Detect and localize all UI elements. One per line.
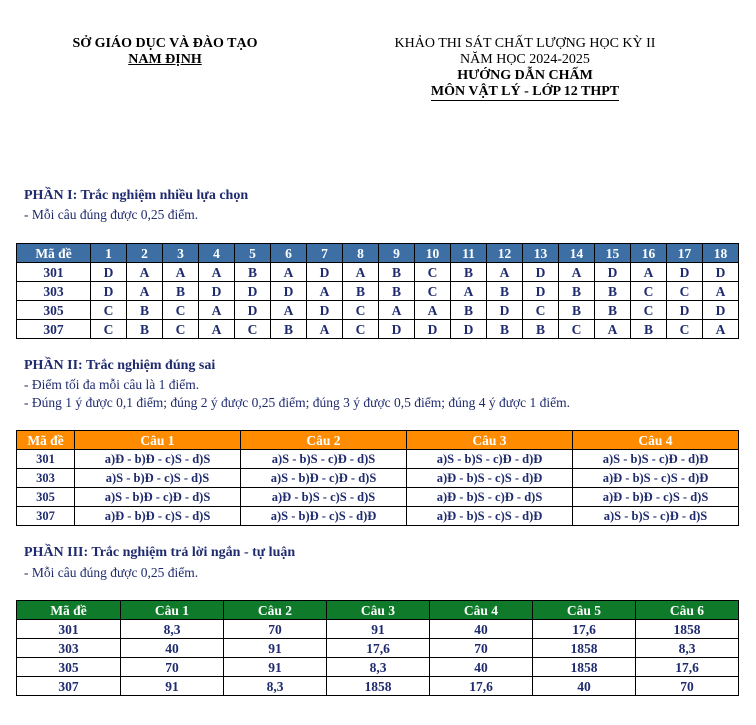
- part1-note: - Mỗi câu đúng được 0,25 điểm.: [24, 207, 199, 222]
- header-cell: Câu 1: [75, 431, 241, 450]
- answer-cell: B: [271, 320, 307, 339]
- header-cell-exam-code: Mã đề: [17, 431, 75, 450]
- answer-cell: D: [91, 263, 127, 282]
- header-cell: Câu 5: [533, 601, 636, 620]
- answer-cell: A: [487, 263, 523, 282]
- header-cell: 2: [127, 244, 163, 263]
- part3-body: [17, 620, 739, 696]
- answer-cell: 40: [430, 620, 533, 639]
- answer-cell: D: [199, 282, 235, 301]
- answer-cell: 70: [121, 658, 224, 677]
- answer-cell: A: [271, 301, 307, 320]
- answer-cell: 8,3: [636, 639, 739, 658]
- part2-header-row: [17, 431, 739, 450]
- exam-code-cell: 301: [17, 450, 75, 469]
- table-row: [17, 488, 739, 507]
- answer-cell: A: [307, 282, 343, 301]
- answer-cell: C: [415, 263, 451, 282]
- province-name: NAM ĐỊNH: [128, 52, 202, 67]
- header-cell: 17: [667, 244, 703, 263]
- answer-cell: a)Đ - b)S - c)Đ - d)S: [407, 488, 573, 507]
- table-row: [17, 507, 739, 526]
- answer-cell: 17,6: [327, 639, 430, 658]
- answer-cell: B: [523, 320, 559, 339]
- answer-cell: A: [451, 282, 487, 301]
- table-row: [17, 282, 739, 301]
- answer-cell: B: [631, 320, 667, 339]
- header-cell: Câu 4: [573, 431, 739, 450]
- header-cell: 4: [199, 244, 235, 263]
- answer-cell: a)S - b)S - c)Đ - d)Đ: [573, 450, 739, 469]
- table-row: [17, 320, 739, 339]
- answer-cell: 70: [636, 677, 739, 696]
- answer-cell: D: [451, 320, 487, 339]
- answer-cell: C: [91, 301, 127, 320]
- answer-cell: a)Đ - b)Đ - c)S - d)S: [75, 507, 241, 526]
- answer-cell: C: [415, 282, 451, 301]
- part3-header-row: [17, 601, 739, 620]
- answer-cell: A: [703, 282, 739, 301]
- answer-cell: D: [235, 282, 271, 301]
- answer-cell: B: [595, 301, 631, 320]
- answer-cell: A: [199, 320, 235, 339]
- answer-cell: C: [559, 320, 595, 339]
- answer-cell: D: [703, 263, 739, 282]
- table-row: [17, 639, 739, 658]
- answer-cell: a)S - b)Đ - c)Đ - d)S: [75, 488, 241, 507]
- exam-code-cell: 303: [17, 282, 91, 301]
- answer-cell: 91: [121, 677, 224, 696]
- table-row: [17, 658, 739, 677]
- answer-cell: A: [379, 301, 415, 320]
- header-cell: 9: [379, 244, 415, 263]
- header-cell-exam-code: Mã đề: [17, 244, 91, 263]
- part2-body: [17, 450, 739, 526]
- part3-table: [16, 600, 739, 696]
- answer-cell: A: [703, 320, 739, 339]
- exam-code-cell: 305: [17, 488, 75, 507]
- answer-cell: D: [703, 301, 739, 320]
- exam-code-cell: 307: [17, 320, 91, 339]
- answer-cell: A: [163, 263, 199, 282]
- answer-cell: a)Đ - b)S - c)S - d)Đ: [407, 507, 573, 526]
- header-cell: 5: [235, 244, 271, 263]
- answer-cell: D: [667, 263, 703, 282]
- answer-cell: 70: [224, 620, 327, 639]
- answer-cell: A: [631, 263, 667, 282]
- header-cell: Câu 4: [430, 601, 533, 620]
- answer-cell: D: [307, 301, 343, 320]
- answer-cell: a)S - b)S - c)Đ - d)S: [241, 450, 407, 469]
- table-row: [17, 263, 739, 282]
- header-cell: 1: [91, 244, 127, 263]
- answer-cell: B: [163, 282, 199, 301]
- answer-cell: C: [235, 320, 271, 339]
- answer-cell: a)Đ - b)S - c)S - d)Đ: [573, 469, 739, 488]
- answer-cell: B: [451, 263, 487, 282]
- answer-cell: B: [127, 320, 163, 339]
- school-year: NĂM HỌC 2024-2025: [460, 52, 590, 67]
- exam-code-cell: 303: [17, 639, 121, 658]
- part3-title: PHẦN III: Trắc nghiệm trả lời ngắn - tự luận: [24, 545, 296, 560]
- part2-note-1: - Điểm tối đa mỗi câu là 1 điểm.: [24, 377, 200, 392]
- department-name: SỞ GIÁO DỤC VÀ ĐÀO TẠO: [72, 36, 258, 51]
- header-cell: 11: [451, 244, 487, 263]
- answer-cell: B: [379, 263, 415, 282]
- answer-cell: C: [91, 320, 127, 339]
- table-row: [17, 677, 739, 696]
- answer-cell: 8,3: [327, 658, 430, 677]
- part1-table: [16, 243, 739, 339]
- answer-cell: C: [667, 320, 703, 339]
- part3-note: - Mỗi câu đúng được 0,25 điểm.: [24, 565, 199, 580]
- header-cell: Câu 1: [121, 601, 224, 620]
- header-cell: 10: [415, 244, 451, 263]
- answer-cell: C: [523, 301, 559, 320]
- answer-cell: A: [343, 263, 379, 282]
- answer-cell: D: [379, 320, 415, 339]
- part2-note-2: - Đúng 1 ý được 0,1 điểm; đúng 2 ý được 0,25 điểm; đúng 3 ý được 0,5 điểm; đúng 4 ý được 1 điểm.: [24, 395, 571, 410]
- table-row: [17, 620, 739, 639]
- part1-header-row: [17, 244, 739, 263]
- header-cell: 7: [307, 244, 343, 263]
- answer-cell: A: [199, 301, 235, 320]
- answer-cell: B: [127, 301, 163, 320]
- answer-cell: 40: [430, 658, 533, 677]
- answer-cell: A: [127, 282, 163, 301]
- answer-cell: a)S - b)Đ - c)S - d)Đ: [241, 507, 407, 526]
- answer-cell: A: [271, 263, 307, 282]
- table-row: [17, 301, 739, 320]
- header-cell: Câu 2: [241, 431, 407, 450]
- answer-cell: B: [595, 282, 631, 301]
- answer-cell: a)S - b)Đ - c)S - d)S: [75, 469, 241, 488]
- exam-code-cell: 301: [17, 263, 91, 282]
- table-row: [17, 469, 739, 488]
- answer-cell: B: [379, 282, 415, 301]
- part2-table: [16, 430, 739, 526]
- answer-cell: D: [271, 282, 307, 301]
- answer-cell: B: [451, 301, 487, 320]
- answer-cell: 17,6: [636, 658, 739, 677]
- header-cell: 8: [343, 244, 379, 263]
- answer-cell: 40: [533, 677, 636, 696]
- table-row: [17, 450, 739, 469]
- header-left: [40, 36, 290, 68]
- answer-cell: D: [307, 263, 343, 282]
- answer-cell: C: [343, 301, 379, 320]
- answer-cell: B: [343, 282, 379, 301]
- answer-cell: B: [235, 263, 271, 282]
- answer-cell: B: [487, 320, 523, 339]
- answer-cell: 1858: [533, 658, 636, 677]
- answer-cell: a)Đ - b)S - c)S - d)S: [241, 488, 407, 507]
- answer-cell: A: [595, 320, 631, 339]
- answer-cell: 40: [121, 639, 224, 658]
- header-cell-exam-code: Mã đề: [17, 601, 121, 620]
- answer-cell: a)S - b)S - c)Đ - d)Đ: [407, 450, 573, 469]
- header-right: [335, 36, 715, 101]
- answer-cell: 91: [224, 658, 327, 677]
- answer-cell: D: [235, 301, 271, 320]
- answer-cell: D: [667, 301, 703, 320]
- guide-title: HƯỚNG DẪN CHẤM: [457, 68, 593, 83]
- answer-cell: C: [631, 282, 667, 301]
- answer-cell: 1858: [327, 677, 430, 696]
- header-cell: Câu 2: [224, 601, 327, 620]
- answer-cell: a)S - b)Đ - c)Đ - d)S: [241, 469, 407, 488]
- exam-code-cell: 305: [17, 658, 121, 677]
- answer-cell: a)Đ - b)S - c)S - d)Đ: [407, 469, 573, 488]
- answer-cell: B: [487, 282, 523, 301]
- answer-cell: C: [163, 320, 199, 339]
- exam-code-cell: 307: [17, 677, 121, 696]
- header-cell: Câu 6: [636, 601, 739, 620]
- answer-cell: a)S - b)S - c)Đ - d)S: [573, 507, 739, 526]
- header-cell: 14: [559, 244, 595, 263]
- answer-cell: D: [523, 263, 559, 282]
- exam-name: KHẢO THI SÁT CHẤT LƯỢNG HỌC KỲ II: [394, 36, 656, 51]
- answer-cell: 8,3: [121, 620, 224, 639]
- answer-cell: A: [307, 320, 343, 339]
- part1-body: [17, 263, 739, 339]
- header-cell: 18: [703, 244, 739, 263]
- answer-cell: D: [487, 301, 523, 320]
- answer-cell: D: [523, 282, 559, 301]
- answer-cell: 1858: [533, 639, 636, 658]
- subject-title: MÔN VẬT LÝ - LỚP 12 THPT: [430, 84, 620, 99]
- answer-cell: 8,3: [224, 677, 327, 696]
- answer-cell: 70: [430, 639, 533, 658]
- answer-cell: 91: [327, 620, 430, 639]
- answer-cell: C: [163, 301, 199, 320]
- answer-cell: 91: [224, 639, 327, 658]
- exam-code-cell: 301: [17, 620, 121, 639]
- answer-cell: B: [559, 301, 595, 320]
- exam-code-cell: 307: [17, 507, 75, 526]
- exam-code-cell: 303: [17, 469, 75, 488]
- answer-cell: D: [595, 263, 631, 282]
- header-cell: 16: [631, 244, 667, 263]
- answer-cell: A: [127, 263, 163, 282]
- answer-cell: D: [415, 320, 451, 339]
- part1-title: PHẦN I: Trắc nghiệm nhiều lựa chọn: [24, 188, 249, 203]
- answer-cell: 17,6: [430, 677, 533, 696]
- header-cell: 3: [163, 244, 199, 263]
- answer-cell: C: [667, 282, 703, 301]
- header-cell: 13: [523, 244, 559, 263]
- answer-cell: A: [199, 263, 235, 282]
- answer-cell: a)Đ - b)Đ - c)S - d)S: [75, 450, 241, 469]
- exam-code-cell: 305: [17, 301, 91, 320]
- answer-cell: 1858: [636, 620, 739, 639]
- header-cell: 6: [271, 244, 307, 263]
- header-cell: 12: [487, 244, 523, 263]
- answer-cell: C: [343, 320, 379, 339]
- answer-cell: 17,6: [533, 620, 636, 639]
- answer-cell: a)Đ - b)Đ - c)S - d)S: [573, 488, 739, 507]
- answer-cell: D: [91, 282, 127, 301]
- answer-cell: C: [631, 301, 667, 320]
- header-cell: Câu 3: [327, 601, 430, 620]
- header-cell: 15: [595, 244, 631, 263]
- answer-cell: A: [415, 301, 451, 320]
- part2-title: PHẦN II: Trắc nghiệm đúng sai: [24, 358, 216, 373]
- answer-cell: A: [559, 263, 595, 282]
- header-cell: Câu 3: [407, 431, 573, 450]
- answer-cell: B: [559, 282, 595, 301]
